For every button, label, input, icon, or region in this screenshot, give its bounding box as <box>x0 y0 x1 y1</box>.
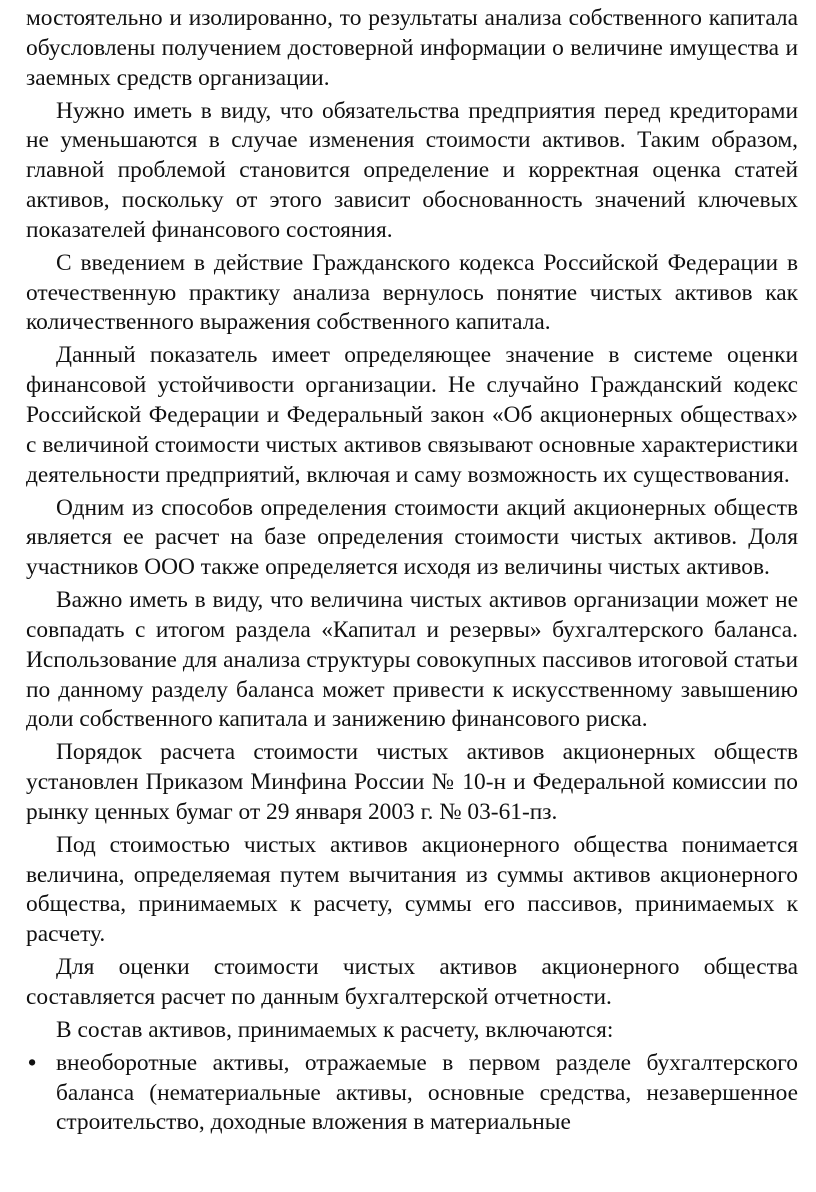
paragraph-share-valuation: Одним из способов определения стоимости акций акционерных обществ является ее расчет на базе определения стоимости чистых активов. Доля участников ООО также определяется исходя из величины чистых активов. <box>26 494 798 581</box>
paragraph-assets-composition: В состав активов, принимаемых к расчету, включаются: <box>56 1016 614 1043</box>
paragraph-continuation: мостоятельно и изолированно, то результаты анализа собственного капитала обусловлены получением достоверной информации о величине имущества и заемных средств организации. <box>26 5 798 91</box>
assets-list <box>26 1049 798 1139</box>
bullet-icon: • <box>28 1049 37 1076</box>
list-item <box>26 1049 798 1139</box>
paragraph-capital-reserves: Важно иметь в виду, что величина чистых активов организации может не совпадать с итогом раздела «Капитал и резервы» бухгалтерского баланса. Использование для анализа структуры совокупных пассивов итоговой статьи по данному разделу баланса может привести к искусственному завышению доли собственного капитала и занижeнию финансового риска. <box>26 587 798 733</box>
paragraph-calculation-order: Порядок расчета стоимости чистых активов акционерных обществ установлен Приказом Минфина России № 10-н и Федеральной комиссии по рынку ценных бумаг от 29 января 2003 г. № 03-61-пз. <box>26 739 798 825</box>
paragraph-net-assets-definition: Под стоимостью чистых активов акционерного общества понимается величина, определяемая путем вычитания из суммы активов акционерного общества, принимаемых к расчету, суммы его пассивов, принимаемых к расчету. <box>26 831 798 948</box>
document-page <box>26 4 798 1138</box>
list-item-text: внеоборотные активы, отражаемые в первом разделе бухгалтерского баланса (нематериальные активы, основные средства, незавершенное строительство, доходные вложения в материальные <box>56 1049 798 1136</box>
paragraph-civil-code: С введением в действие Гражданского кодекса Российской Федерации в отечественную практику анализа вернулось понятие чистых активов как количественного выражения собственного капитала. <box>26 249 798 336</box>
paragraph-indicator: Данный показатель имеет определяющее значение в системе оценки финансовой устойчивости организации. Не случайно Гражданский кодекс Российской Федерации и Федеральный закон «Об акционерных обществах» с величиной стоимости чистых активов связывают основные характеристики деятельности предприятий, включая и саму возможность их существования. <box>26 342 798 488</box>
paragraph-assessment: Для оценки стоимости чистых активов акционерного общества составляется расчет по данным бухгалтерской отчетности. <box>26 954 798 1010</box>
paragraph-obligations: Нужно иметь в виду, что обязательства предприятия перед кредиторами не уменьшаются в случае изменения стоимости активов. Таким образом, главной проблемой становится определение и корректная оценка статей активов, поскольку от этого зависит обоснованность значений ключевых показателей финансового состояния. <box>26 97 798 243</box>
